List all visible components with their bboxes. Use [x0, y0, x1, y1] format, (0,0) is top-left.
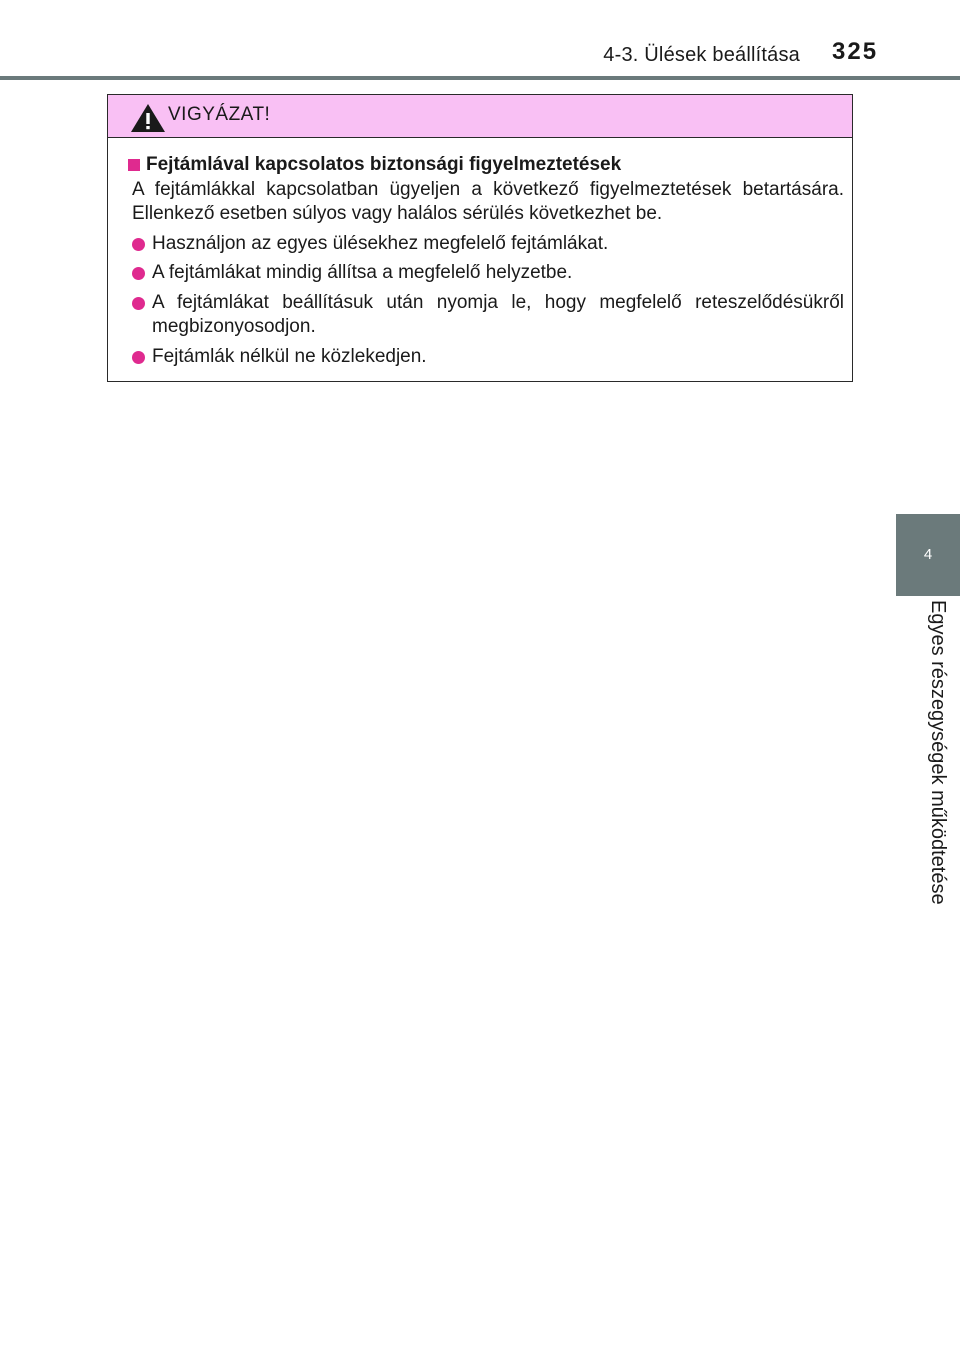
round-bullet-icon [132, 267, 145, 280]
warning-content [128, 153, 844, 369]
round-bullet-icon [132, 351, 145, 364]
round-bullet-icon [132, 297, 145, 310]
list-item [128, 291, 844, 340]
list-item-text: A fejtámlákat beállításuk után nyomja le, hogy megfelelő reteszelődésükről megbizonyosodjon. [152, 291, 844, 337]
chapter-tab: 4 [896, 514, 960, 596]
page-number: 325 [832, 38, 879, 65]
warning-section-title: Fejtámlával kapcsolatos biztonsági figyelmeztetések [146, 154, 622, 175]
list-item-text: A fejtámlákat mindig állítsa a megfelelő helyzetbe. [152, 262, 573, 283]
list-item-text: Használjon az egyes ülésekhez megfelelő fejtámlákat. [152, 232, 609, 254]
warning-triangle-icon [130, 103, 166, 133]
list-item-text: Fejtámlák nélkül ne közlekedjen. [152, 345, 427, 367]
chapter-title: Egyes részegységek működtetése [927, 600, 949, 905]
warning-box [107, 94, 853, 382]
warning-section-heading [128, 153, 844, 178]
list-item [128, 261, 844, 286]
list-item [128, 345, 844, 370]
round-bullet-icon [132, 238, 145, 251]
list-item [128, 232, 844, 257]
square-bullet-icon [128, 159, 140, 171]
warning-label: VIGYÁZAT! [168, 104, 271, 125]
warning-intro: A fejtámlákkal kapcsolatban ügyeljen a következő figyelmeztetések betartására. Ellenkező esetben súlyos vagy halálos sérülés következhet be. [132, 178, 844, 224]
header-divider [0, 76, 960, 80]
section-title: 4-3. Ülések beállítása [603, 44, 800, 66]
warning-header [108, 95, 852, 138]
